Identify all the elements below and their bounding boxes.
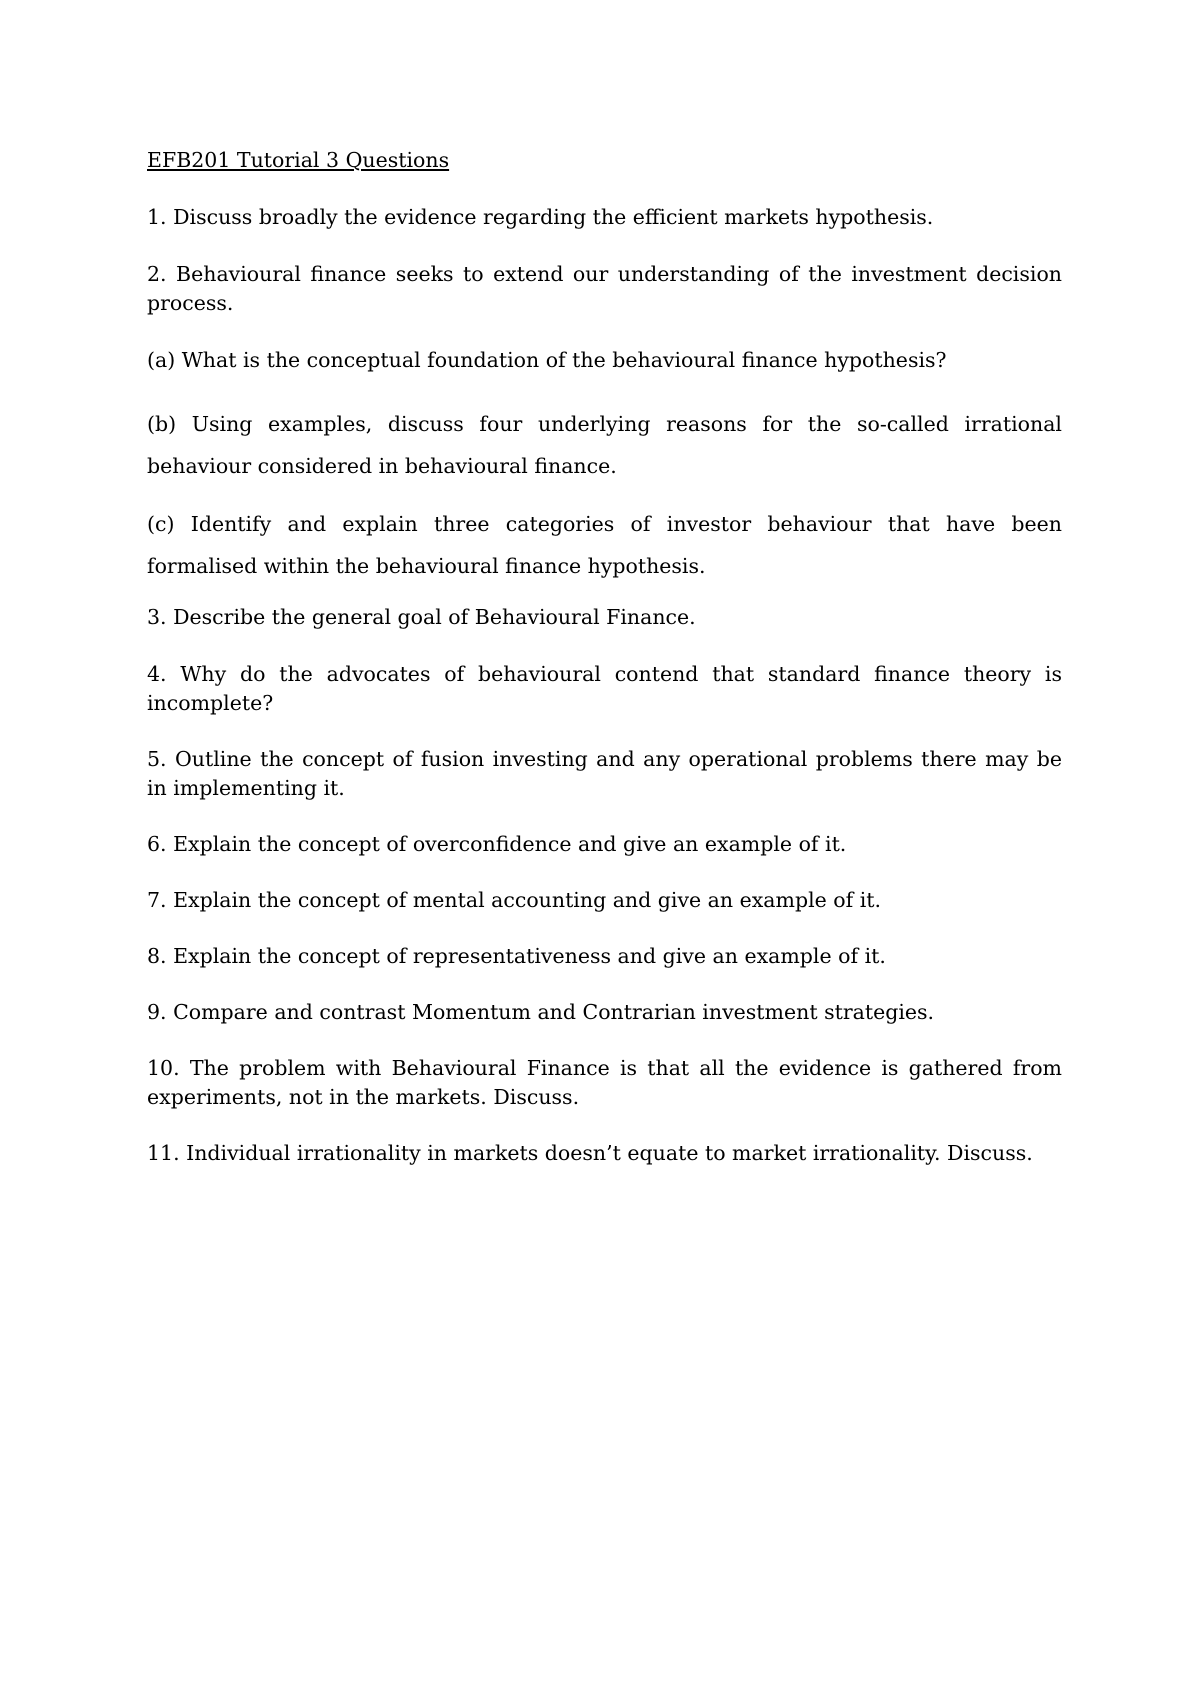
question-1: 1. Discuss broadly the evidence regarding the efficient markets hypothesis.: [147, 205, 934, 229]
question-2: 2. Behavioural finance seeks to extend our understanding of the investment decision process.: [147, 262, 1062, 315]
question-3: 3. Describe the general goal of Behavioural Finance.: [147, 605, 696, 629]
question-10: 10. The problem with Behavioural Finance is that all the evidence is gathered from experiments, not in the markets. Discuss.: [147, 1056, 1062, 1109]
document-body: [147, 146, 1062, 1195]
question-2b: (b) Using examples, discuss four underlying reasons for the so-called irrational behaviour considered in behavioural finance.: [147, 412, 1062, 478]
question-9: 9. Compare and contrast Momentum and Contrarian investment strategies.: [147, 1000, 935, 1024]
question-11: 11. Individual irrationality in markets doesn’t equate to market irrationality. Discuss.: [147, 1141, 1033, 1165]
question-8: 8. Explain the concept of representativeness and give an example of it.: [147, 944, 886, 968]
document-title: EFB201 Tutorial 3 Questions: [147, 148, 450, 172]
question-5: 5. Outline the concept of fusion investing and any operational problems there may be in implementing it.: [147, 747, 1062, 800]
question-7: 7. Explain the concept of mental accounting and give an example of it.: [147, 888, 882, 912]
question-6: 6. Explain the concept of overconfidence and give an example of it.: [147, 832, 847, 856]
question-4: 4. Why do the advocates of behavioural contend that standard finance theory is incomplete?: [147, 662, 1062, 715]
question-2a: (a) What is the conceptual foundation of the behavioural finance hypothesis?: [147, 348, 947, 372]
question-2c: (c) Identify and explain three categories of investor behaviour that have been formalised within the behavioural finance hypothesis.: [147, 512, 1062, 578]
